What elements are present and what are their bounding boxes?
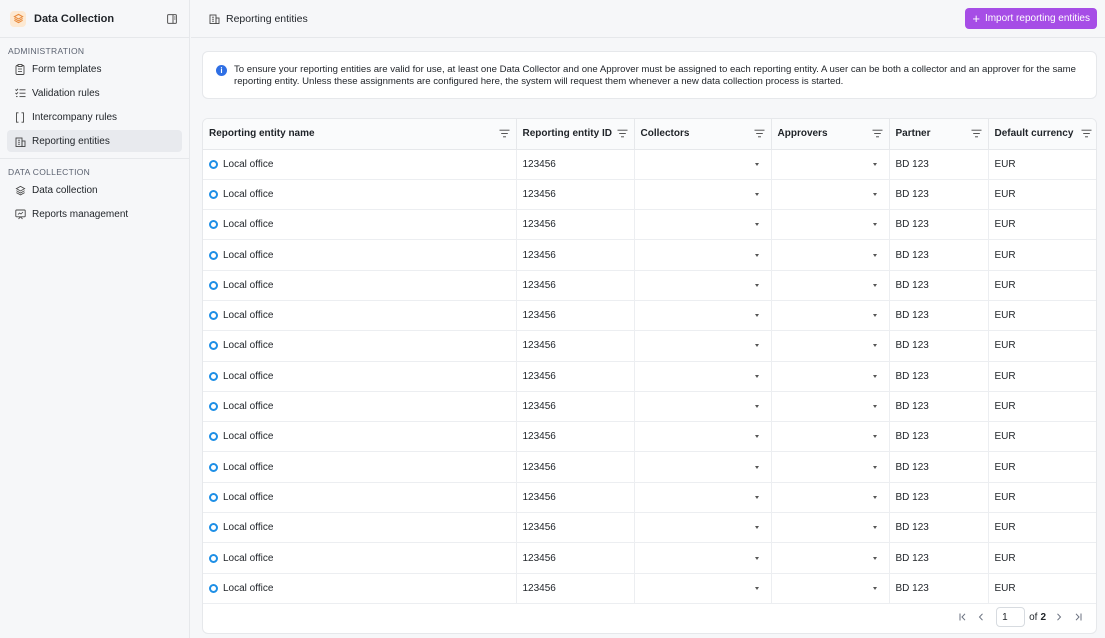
- building-icon: [208, 13, 220, 25]
- sidebar-item-label: Reports management: [32, 208, 129, 220]
- caret-down-icon: [755, 435, 759, 438]
- import-button-label: Import reporting entities: [984, 13, 1090, 24]
- currency-cell: EUR: [988, 573, 1097, 603]
- partner-cell: BD 123: [889, 513, 988, 543]
- caret-down-icon: [755, 466, 759, 469]
- collectors-select[interactable]: [634, 149, 771, 179]
- sidebar-item-intercompany-rules[interactable]: [7, 106, 182, 128]
- column-header-label: Reporting entity ID: [522, 128, 612, 140]
- entity-name-cell: [203, 573, 516, 603]
- caret-down-icon: [755, 587, 759, 590]
- entity-status-icon: [209, 372, 218, 381]
- entity-name-cell: [203, 240, 516, 270]
- entity-name: Local office: [223, 431, 274, 443]
- caret-down-icon: [873, 587, 877, 590]
- entity-status-icon: [209, 432, 218, 441]
- column-header[interactable]: [516, 119, 634, 149]
- entity-name: Local office: [223, 491, 274, 503]
- table-row[interactable]: [203, 149, 1097, 179]
- entity-status-icon: [209, 584, 218, 593]
- collectors-select[interactable]: [634, 422, 771, 452]
- column-header[interactable]: [771, 119, 889, 149]
- entity-id-cell: 123456: [516, 270, 634, 300]
- table-row[interactable]: [203, 452, 1097, 482]
- partner-cell: BD 123: [889, 210, 988, 240]
- table-row[interactable]: [203, 270, 1097, 300]
- entity-name-cell: [203, 482, 516, 512]
- entity-name: Local office: [223, 461, 274, 473]
- sidebar-section-data-collection: DATA COLLECTION: [8, 167, 91, 177]
- entity-id-cell: 123456: [516, 149, 634, 179]
- approvers-select[interactable]: [771, 331, 889, 361]
- entity-id-cell: 123456: [516, 179, 634, 209]
- caret-down-icon: [873, 254, 877, 257]
- entity-status-icon: [209, 190, 218, 199]
- entity-name: Local office: [223, 188, 274, 200]
- sidebar-item-reports-management[interactable]: [7, 203, 182, 225]
- table-row[interactable]: [203, 300, 1097, 330]
- sidebar-section-administration: ADMINISTRATION: [8, 46, 85, 56]
- caret-down-icon: [755, 163, 759, 166]
- partner-cell: BD 123: [889, 331, 988, 361]
- reporting-entities-table: [202, 118, 1097, 634]
- approvers-select[interactable]: [771, 482, 889, 512]
- sidebar-item-label: Validation rules: [32, 87, 100, 99]
- table-row[interactable]: [203, 210, 1097, 240]
- entity-name: Local office: [223, 522, 274, 534]
- caret-down-icon: [755, 223, 759, 226]
- sidebar-header: [0, 0, 189, 38]
- collectors-select[interactable]: [634, 179, 771, 209]
- entity-status-icon: [209, 554, 218, 563]
- caret-down-icon: [873, 466, 877, 469]
- sidebar-item-label: Form templates: [32, 63, 102, 75]
- filter-icon[interactable]: [872, 129, 883, 138]
- entity-name-cell: [203, 391, 516, 421]
- collectors-select[interactable]: [634, 210, 771, 240]
- caret-down-icon: [873, 163, 877, 166]
- collapse-sidebar-icon[interactable]: [165, 12, 179, 26]
- partner-cell: BD 123: [889, 361, 988, 391]
- next-page-icon[interactable]: [1052, 610, 1066, 624]
- filter-icon[interactable]: [754, 129, 765, 138]
- entity-id-cell: 123456: [516, 300, 634, 330]
- last-page-icon[interactable]: [1070, 610, 1084, 624]
- caret-down-icon: [873, 375, 877, 378]
- approvers-select[interactable]: [771, 422, 889, 452]
- currency-cell: EUR: [988, 391, 1097, 421]
- table-row[interactable]: [203, 240, 1097, 270]
- table-row[interactable]: [203, 179, 1097, 209]
- previous-page-icon[interactable]: [974, 610, 988, 624]
- currency-cell: EUR: [988, 543, 1097, 573]
- entity-id-cell: 123456: [516, 482, 634, 512]
- layers-icon: [14, 184, 26, 196]
- info-banner: [202, 51, 1097, 99]
- partner-cell: BD 123: [889, 300, 988, 330]
- table-row[interactable]: [203, 543, 1097, 573]
- entity-name: Local office: [223, 582, 274, 594]
- approvers-select[interactable]: [771, 179, 889, 209]
- collectors-select[interactable]: [634, 331, 771, 361]
- filter-icon[interactable]: [971, 129, 982, 138]
- partner-cell: BD 123: [889, 422, 988, 452]
- table-row[interactable]: [203, 513, 1097, 543]
- entity-status-icon: [209, 281, 218, 290]
- table-row[interactable]: [203, 573, 1097, 603]
- currency-cell: EUR: [988, 422, 1097, 452]
- entity-id-cell: 123456: [516, 210, 634, 240]
- caret-down-icon: [755, 405, 759, 408]
- entity-name: Local office: [223, 370, 274, 382]
- clipboard-icon: [14, 63, 26, 75]
- entity-name: Local office: [223, 158, 274, 170]
- filter-icon[interactable]: [617, 129, 628, 138]
- entity-name: Local office: [223, 340, 274, 352]
- filter-icon[interactable]: [1081, 129, 1092, 138]
- collectors-select[interactable]: [634, 513, 771, 543]
- page-number-input[interactable]: 1: [996, 607, 1025, 627]
- presentation-icon: [14, 208, 26, 220]
- currency-cell: EUR: [988, 270, 1097, 300]
- approvers-select[interactable]: [771, 391, 889, 421]
- entity-id-cell: 123456: [516, 361, 634, 391]
- partner-cell: BD 123: [889, 543, 988, 573]
- bracket-icon: [14, 111, 26, 123]
- entity-name: Local office: [223, 249, 274, 261]
- caret-down-icon: [755, 254, 759, 257]
- sidebar-item-label: Intercompany rules: [32, 111, 118, 123]
- entity-name-cell: [203, 513, 516, 543]
- currency-cell: EUR: [988, 210, 1097, 240]
- partner-cell: BD 123: [889, 240, 988, 270]
- table-header-row: [203, 119, 1097, 149]
- entity-id-cell: 123456: [516, 452, 634, 482]
- caret-down-icon: [755, 314, 759, 317]
- column-header-label: Approvers: [777, 128, 828, 140]
- approvers-select[interactable]: [771, 149, 889, 179]
- partner-cell: BD 123: [889, 452, 988, 482]
- collectors-select[interactable]: [634, 452, 771, 482]
- currency-cell: EUR: [988, 361, 1097, 391]
- table-row[interactable]: [203, 331, 1097, 361]
- currency-cell: EUR: [988, 240, 1097, 270]
- entity-status-icon: [209, 463, 218, 472]
- breadcrumb: Reporting entities: [226, 12, 308, 25]
- entity-name-cell: [203, 149, 516, 179]
- currency-cell: EUR: [988, 331, 1097, 361]
- caret-down-icon: [755, 557, 759, 560]
- collectors-select[interactable]: [634, 573, 771, 603]
- entity-name-cell: [203, 210, 516, 240]
- filter-icon[interactable]: [499, 129, 510, 138]
- partner-cell: BD 123: [889, 270, 988, 300]
- approvers-select[interactable]: [771, 300, 889, 330]
- caret-down-icon: [873, 435, 877, 438]
- currency-cell: EUR: [988, 149, 1097, 179]
- column-header[interactable]: [203, 119, 516, 149]
- partner-cell: BD 123: [889, 179, 988, 209]
- sidebar-divider: [0, 158, 189, 159]
- table-row[interactable]: [203, 482, 1097, 512]
- partner-cell: BD 123: [889, 149, 988, 179]
- entity-status-icon: [209, 160, 218, 169]
- entity-name: Local office: [223, 310, 274, 322]
- entity-name-cell: [203, 270, 516, 300]
- entity-name: Local office: [223, 401, 274, 413]
- entity-status-icon: [209, 220, 218, 229]
- caret-down-icon: [873, 405, 877, 408]
- entity-id-cell: 123456: [516, 513, 634, 543]
- entity-name-cell: [203, 331, 516, 361]
- entity-status-icon: [209, 402, 218, 411]
- collectors-select[interactable]: [634, 361, 771, 391]
- caret-down-icon: [755, 526, 759, 529]
- caret-down-icon: [755, 375, 759, 378]
- caret-down-icon: [873, 557, 877, 560]
- entity-id-cell: 123456: [516, 573, 634, 603]
- entity-name: Local office: [223, 279, 274, 291]
- collectors-select[interactable]: [634, 240, 771, 270]
- table-row[interactable]: [203, 361, 1097, 391]
- entity-id-cell: 123456: [516, 240, 634, 270]
- approvers-select[interactable]: [771, 240, 889, 270]
- column-header[interactable]: [988, 119, 1097, 149]
- table-body: [203, 149, 1097, 603]
- page-of-label: [1029, 612, 1046, 623]
- approvers-select[interactable]: [771, 361, 889, 391]
- entity-status-icon: [209, 493, 218, 502]
- entity-status-icon: [209, 523, 218, 532]
- entity-id-cell: 123456: [516, 543, 634, 573]
- table-row[interactable]: [203, 422, 1097, 452]
- partner-cell: BD 123: [889, 391, 988, 421]
- import-reporting-entities-button[interactable]: [965, 8, 1097, 29]
- topbar: [191, 0, 1105, 38]
- approvers-select[interactable]: [771, 210, 889, 240]
- column-header-label: Default currency: [994, 128, 1074, 140]
- table-row[interactable]: [203, 391, 1097, 421]
- sidebar-item-label: Data collection: [32, 184, 98, 196]
- entity-name-cell: [203, 422, 516, 452]
- collectors-select[interactable]: [634, 482, 771, 512]
- caret-down-icon: [873, 223, 877, 226]
- approvers-select[interactable]: [771, 513, 889, 543]
- entity-name-cell: [203, 543, 516, 573]
- info-text: To ensure your reporting entities are valid for use, at least one Data Collector and one Approver must be assigned to each reporting entity. A user can be both a collector and an approver for the same reporting entity. Unless these assignments are configured here, the system will request them whenever a new data collection process is started.: [234, 64, 1076, 87]
- entity-status-icon: [209, 341, 218, 350]
- entity-name-cell: [203, 452, 516, 482]
- entity-name-cell: [203, 361, 516, 391]
- caret-down-icon: [755, 193, 759, 196]
- app-logo-icon: [10, 11, 26, 27]
- info-icon: i: [216, 65, 227, 76]
- building-icon: [14, 135, 26, 147]
- entity-name: Local office: [223, 552, 274, 564]
- sidebar-item-form-templates[interactable]: [7, 58, 182, 80]
- currency-cell: EUR: [988, 179, 1097, 209]
- total-pages: 2: [1040, 611, 1046, 623]
- sidebar-item-label: Reporting entities: [32, 135, 110, 147]
- currency-cell: EUR: [988, 482, 1097, 512]
- caret-down-icon: [755, 496, 759, 499]
- list-check-icon: [14, 87, 26, 99]
- entity-id-cell: 123456: [516, 331, 634, 361]
- currency-cell: EUR: [988, 452, 1097, 482]
- column-header[interactable]: [634, 119, 771, 149]
- caret-down-icon: [873, 496, 877, 499]
- caret-down-icon: [873, 193, 877, 196]
- approvers-select[interactable]: [771, 270, 889, 300]
- partner-cell: BD 123: [889, 573, 988, 603]
- caret-down-icon: [873, 314, 877, 317]
- sidebar: [0, 0, 190, 638]
- plus-icon: +: [972, 11, 980, 26]
- sidebar-item-data-collection[interactable]: [7, 179, 182, 201]
- entity-status-icon: [209, 311, 218, 320]
- caret-down-icon: [755, 344, 759, 347]
- of-label: of: [1029, 611, 1038, 623]
- app-title: Data Collection: [34, 12, 115, 25]
- collectors-select[interactable]: [634, 300, 771, 330]
- entity-status-icon: [209, 251, 218, 260]
- caret-down-icon: [873, 526, 877, 529]
- column-header-label: Collectors: [640, 128, 690, 140]
- approvers-select[interactable]: [771, 452, 889, 482]
- entity-name-cell: [203, 179, 516, 209]
- pagination: [954, 607, 1086, 627]
- sidebar-item-reporting-entities[interactable]: [7, 130, 182, 152]
- caret-down-icon: [873, 284, 877, 287]
- partner-cell: BD 123: [889, 482, 988, 512]
- currency-cell: EUR: [988, 300, 1097, 330]
- entity-id-cell: 123456: [516, 391, 634, 421]
- column-header-label: Reporting entity name: [209, 128, 315, 140]
- approvers-select[interactable]: [771, 573, 889, 603]
- column-header-label: Partner: [895, 128, 931, 140]
- collectors-select[interactable]: [634, 543, 771, 573]
- first-page-icon[interactable]: [956, 610, 970, 624]
- currency-cell: EUR: [988, 513, 1097, 543]
- caret-down-icon: [873, 344, 877, 347]
- entity-name-cell: [203, 300, 516, 330]
- collectors-select[interactable]: [634, 270, 771, 300]
- column-header[interactable]: [889, 119, 988, 149]
- sidebar-item-validation-rules[interactable]: [7, 82, 182, 104]
- collectors-select[interactable]: [634, 391, 771, 421]
- entity-id-cell: 123456: [516, 422, 634, 452]
- entity-name: Local office: [223, 219, 274, 231]
- approvers-select[interactable]: [771, 543, 889, 573]
- caret-down-icon: [755, 284, 759, 287]
